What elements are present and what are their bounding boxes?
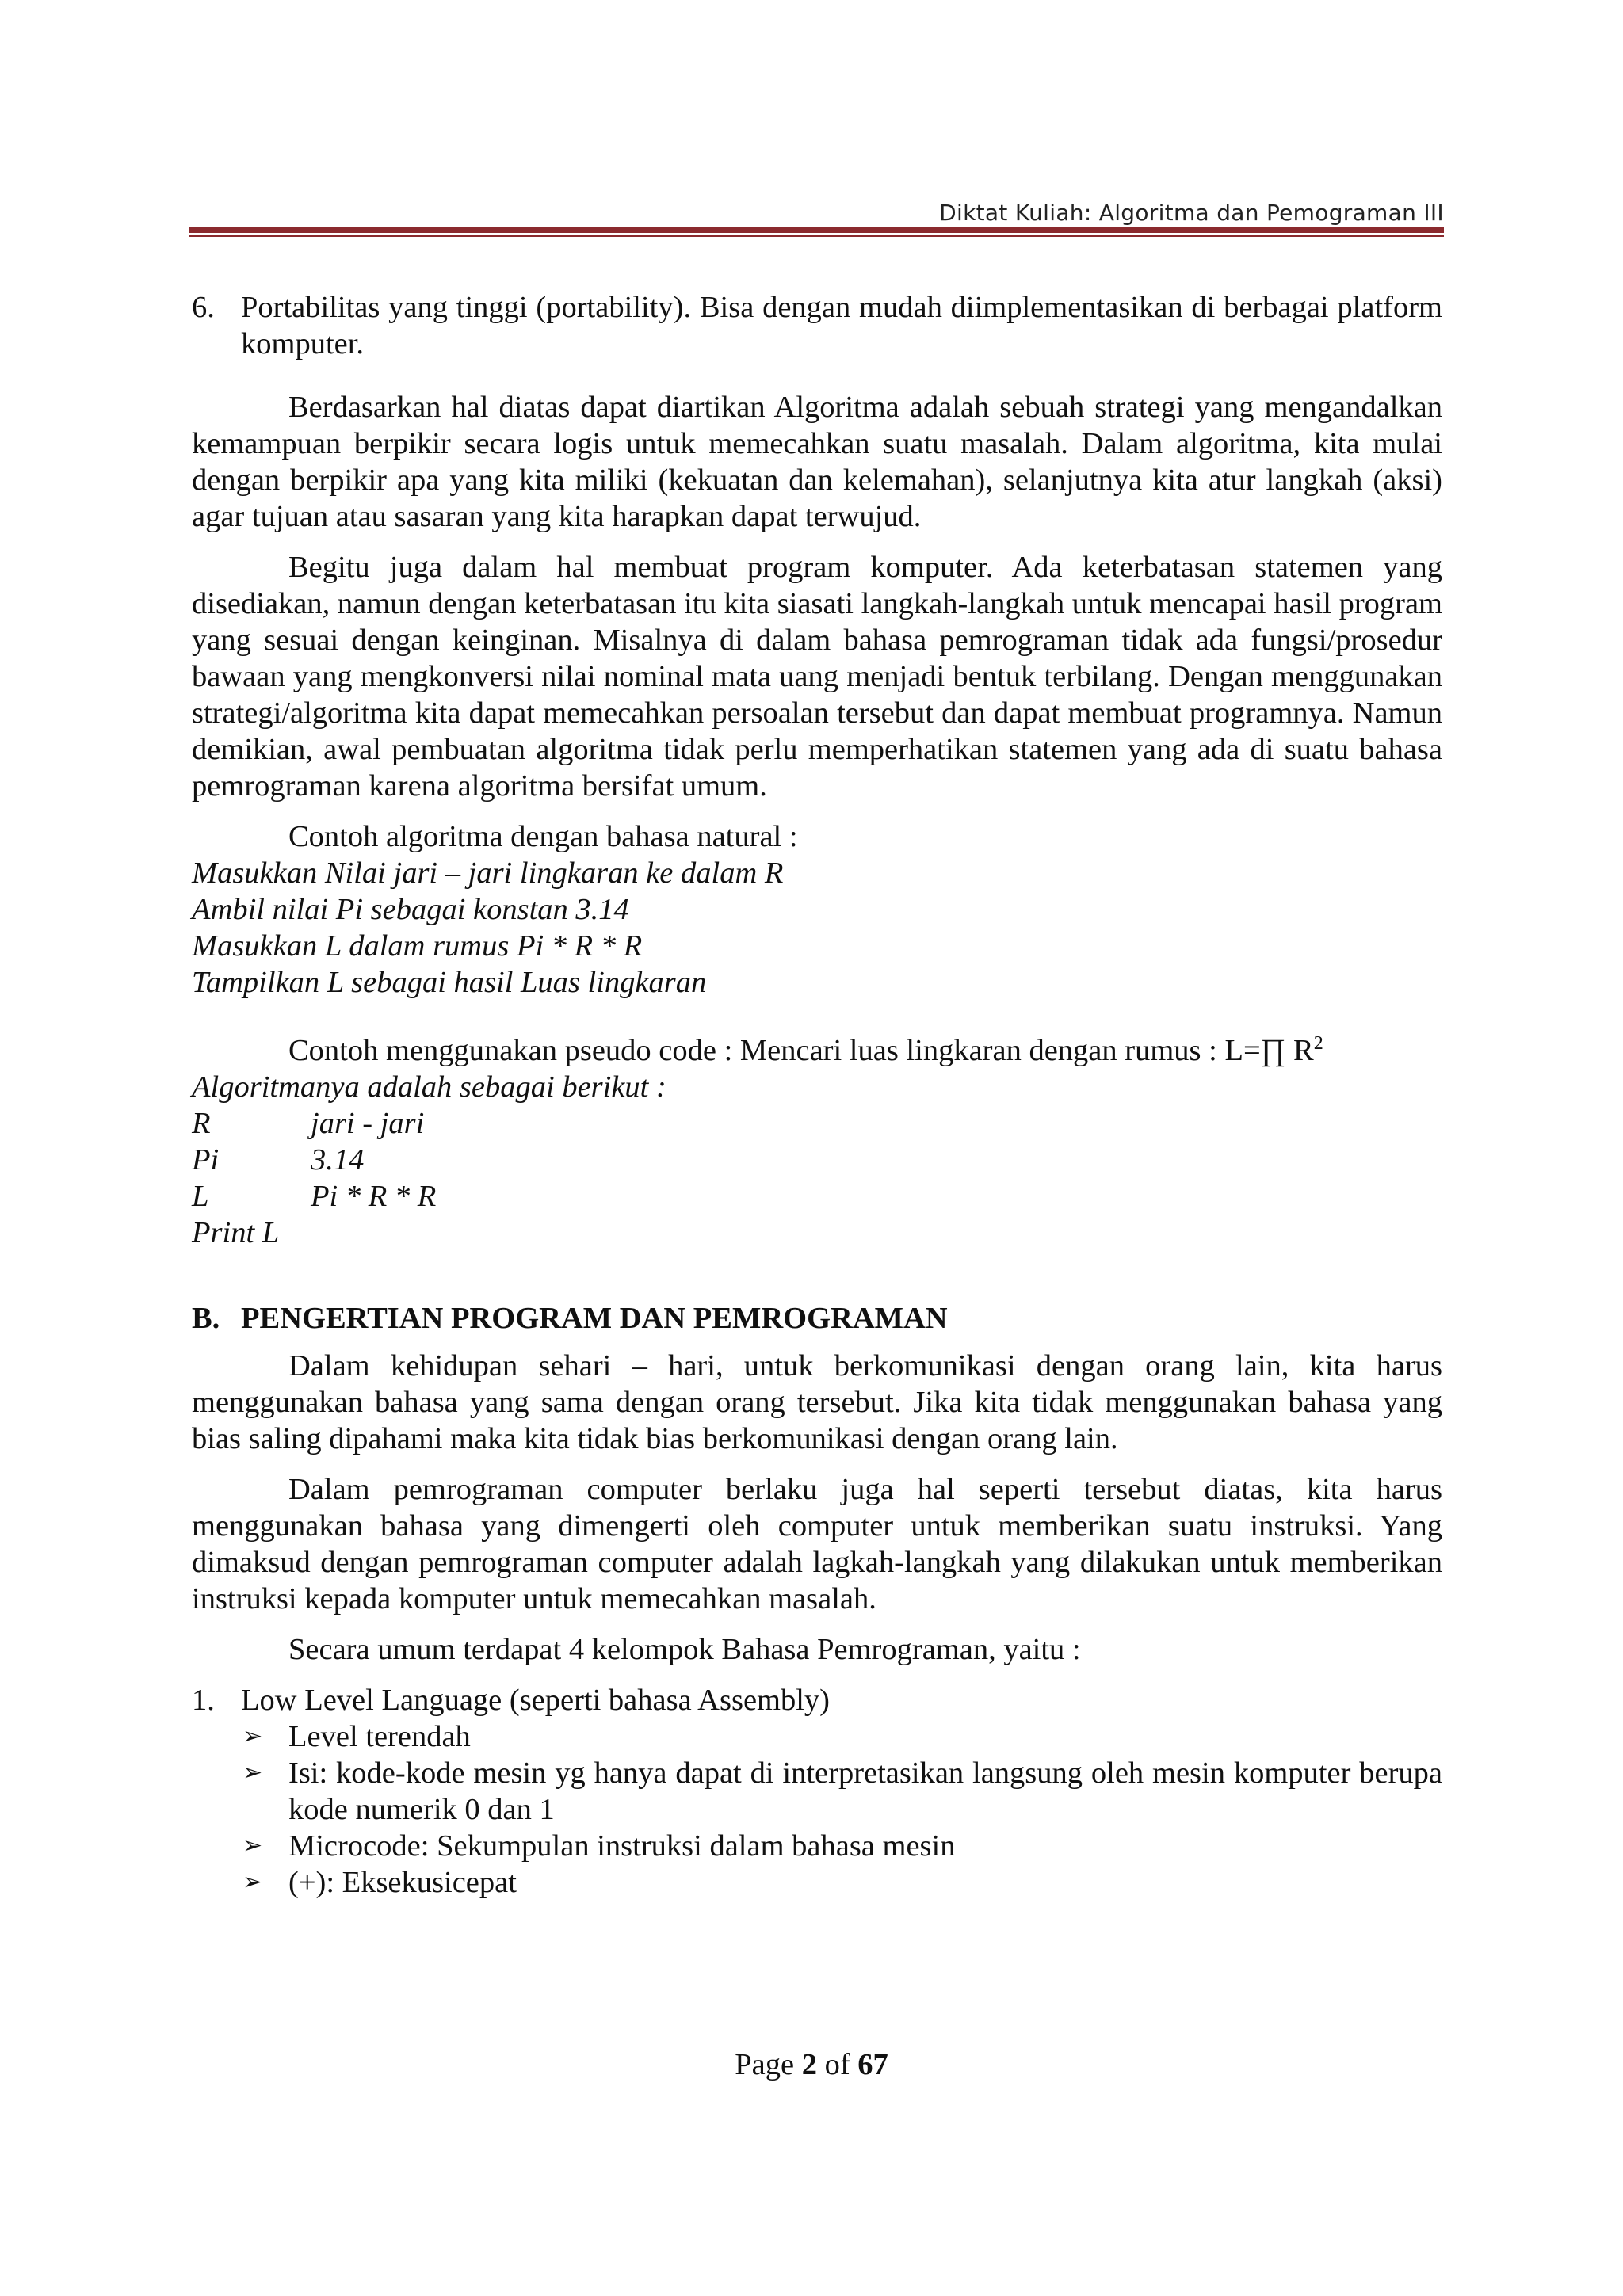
list-number: 6.	[192, 291, 215, 324]
pseudo-intro-superscript: 2	[1313, 1033, 1323, 1055]
running-header: Diktat Kuliah: Algoritma dan Pemograman III	[939, 200, 1444, 226]
arrow-bullet-icon: ➢	[242, 1832, 263, 1859]
bullet-text: (+): Eksekusicepat	[288, 1866, 517, 1899]
low-level-bullets	[192, 1718, 1442, 1901]
paragraph-komunikasi: Dalam kehidupan sehari – hari, untuk berkomunikasi dengan orang lain, kita harus menggunakan bahasa yang sama dengan orang tersebut. Jika kita tidak menggunakan bahasa yang bias saling dipahami maka kita tidak bias berkomunikasi dengan orang lain.	[192, 1349, 1442, 1455]
arrow-bullet-icon: ➢	[242, 1722, 263, 1750]
footer-of: of	[816, 2048, 858, 2081]
natural-line-4: Tampilkan L sebagai hasil Luas lingkaran	[192, 966, 707, 999]
footer-prefix: Page	[735, 2048, 802, 2081]
section-b-heading	[192, 1300, 1442, 1337]
natural-language-intro: Contoh algoritma dengan bahasa natural :	[288, 820, 798, 853]
pseudo-value: 3.14	[311, 1143, 365, 1177]
pseudo-value: Pi * R * R	[311, 1180, 437, 1213]
bullet-item	[241, 1864, 1442, 1901]
bullet-item	[241, 1755, 1442, 1828]
paragraph-pemrograman-computer: Dalam pemrograman computer berlaku juga hal seperti tersebut diatas, kita harus menggunakan bahasa yang dimengerti oleh computer untuk memberikan suatu instruksi. Yang dimaksud dengan pemrograman computer adalah lagkah-langkah yang dilakukan untuk memberikan instruksi kepada komputer untuk memecahkan masalah.	[192, 1473, 1442, 1615]
natural-line-3: Masukkan L dalam rumus Pi * R * R	[192, 929, 643, 963]
pseudo-var: Pi	[192, 1143, 220, 1177]
bullet-text: Level terendah	[288, 1720, 471, 1753]
pseudo-subtitle: Algoritmanya adalah sebagai berikut :	[192, 1070, 666, 1104]
natural-line-1: Masukkan Nilai jari – jari lingkaran ke dalam R	[192, 856, 784, 890]
bullet-item	[241, 1718, 1442, 1755]
total-page-number: 67	[857, 2048, 888, 2081]
bullet-item	[241, 1828, 1442, 1864]
list-item-text: Low Level Language (seperti bahasa Assembly)	[241, 1684, 831, 1717]
header-rule-thick	[189, 227, 1444, 233]
pseudo-code-intro	[192, 1032, 1442, 1069]
pseudo-line-4	[192, 1215, 1442, 1251]
paragraph-program-komputer: Begitu juga dalam hal membuat program komputer. Ada keterbatasan statemen yang disediakan, namun dengan keterbatasan itu kita siasati langkah-langkah untuk mencapai hasil program yang sesuai dengan keinginan. Misalnya di dalam bahasa pemrograman tidak ada fungsi/prosedur bawaan yang mengkonversi nilai nominal mata uang menjadi bentuk terbilang. Dengan menggunakan strategi/algoritma kita dapat memecahkan persoalan tersebut dan dapat membuat programnya. Namun demikian, awal pembuatan algoritma tidak perlu memperhatikan statemen yang ada di suatu bahasa pemrograman karena algoritma bersifat umum.	[192, 551, 1442, 803]
arrow-bullet-icon: ➢	[242, 1759, 263, 1787]
pseudo-print: Print L	[192, 1216, 280, 1249]
section-title: PENGERTIAN PROGRAM DAN PEMROGRAMAN	[241, 1302, 948, 1335]
list-item-6	[192, 289, 1442, 362]
page-content	[192, 289, 1442, 1901]
pseudo-var: R	[192, 1107, 211, 1140]
list-item-text: Portabilitas yang tinggi (portability). Bisa dengan mudah diimplementasikan di berbagai platform komputer.	[241, 291, 1442, 360]
current-page-number: 2	[801, 2048, 817, 2081]
paragraph-algoritma-definition: Berdasarkan hal diatas dapat diartikan Algoritma adalah sebuah strategi yang mengandalkan kemampuan berpikir secara logis untuk memecahkan suatu masalah. Dalam algoritma, kita mulai dengan berpikir apa yang kita miliki (kekuatan dan kelemahan), selanjutnya kita atur langkah (aksi) agar tujuan atau sasaran yang kita harapkan dapat terwujud.	[192, 391, 1442, 533]
section-letter: B.	[192, 1302, 220, 1335]
bullet-text: Microcode: Sekumpulan instruksi dalam bahasa mesin	[288, 1829, 956, 1863]
pseudo-intro-text: Contoh menggunakan pseudo code : Mencari luas lingkaran dengan rumus : L=∏ R	[288, 1034, 1314, 1067]
natural-line-2: Ambil nilai Pi sebagai konstan 3.14	[192, 893, 629, 926]
pseudo-line-3	[192, 1178, 1442, 1215]
list-number: 1.	[192, 1684, 215, 1717]
page-footer	[0, 2046, 1623, 2083]
header-rule-thin	[189, 235, 1444, 237]
pseudo-value: jari - jari	[311, 1107, 425, 1140]
pseudo-line-2	[192, 1142, 1442, 1178]
paragraph-kelompok-bahasa: Secara umum terdapat 4 kelompok Bahasa Pemrograman, yaitu :	[288, 1633, 1081, 1666]
list-item-1	[192, 1682, 1442, 1718]
pseudo-var: L	[192, 1180, 209, 1213]
arrow-bullet-icon: ➢	[242, 1868, 263, 1896]
bullet-text: Isi: kode-kode mesin yg hanya dapat di interpretasikan langsung oleh mesin komputer berupa kode numerik 0 dan 1	[288, 1756, 1442, 1826]
pseudo-line-1	[192, 1105, 1442, 1142]
